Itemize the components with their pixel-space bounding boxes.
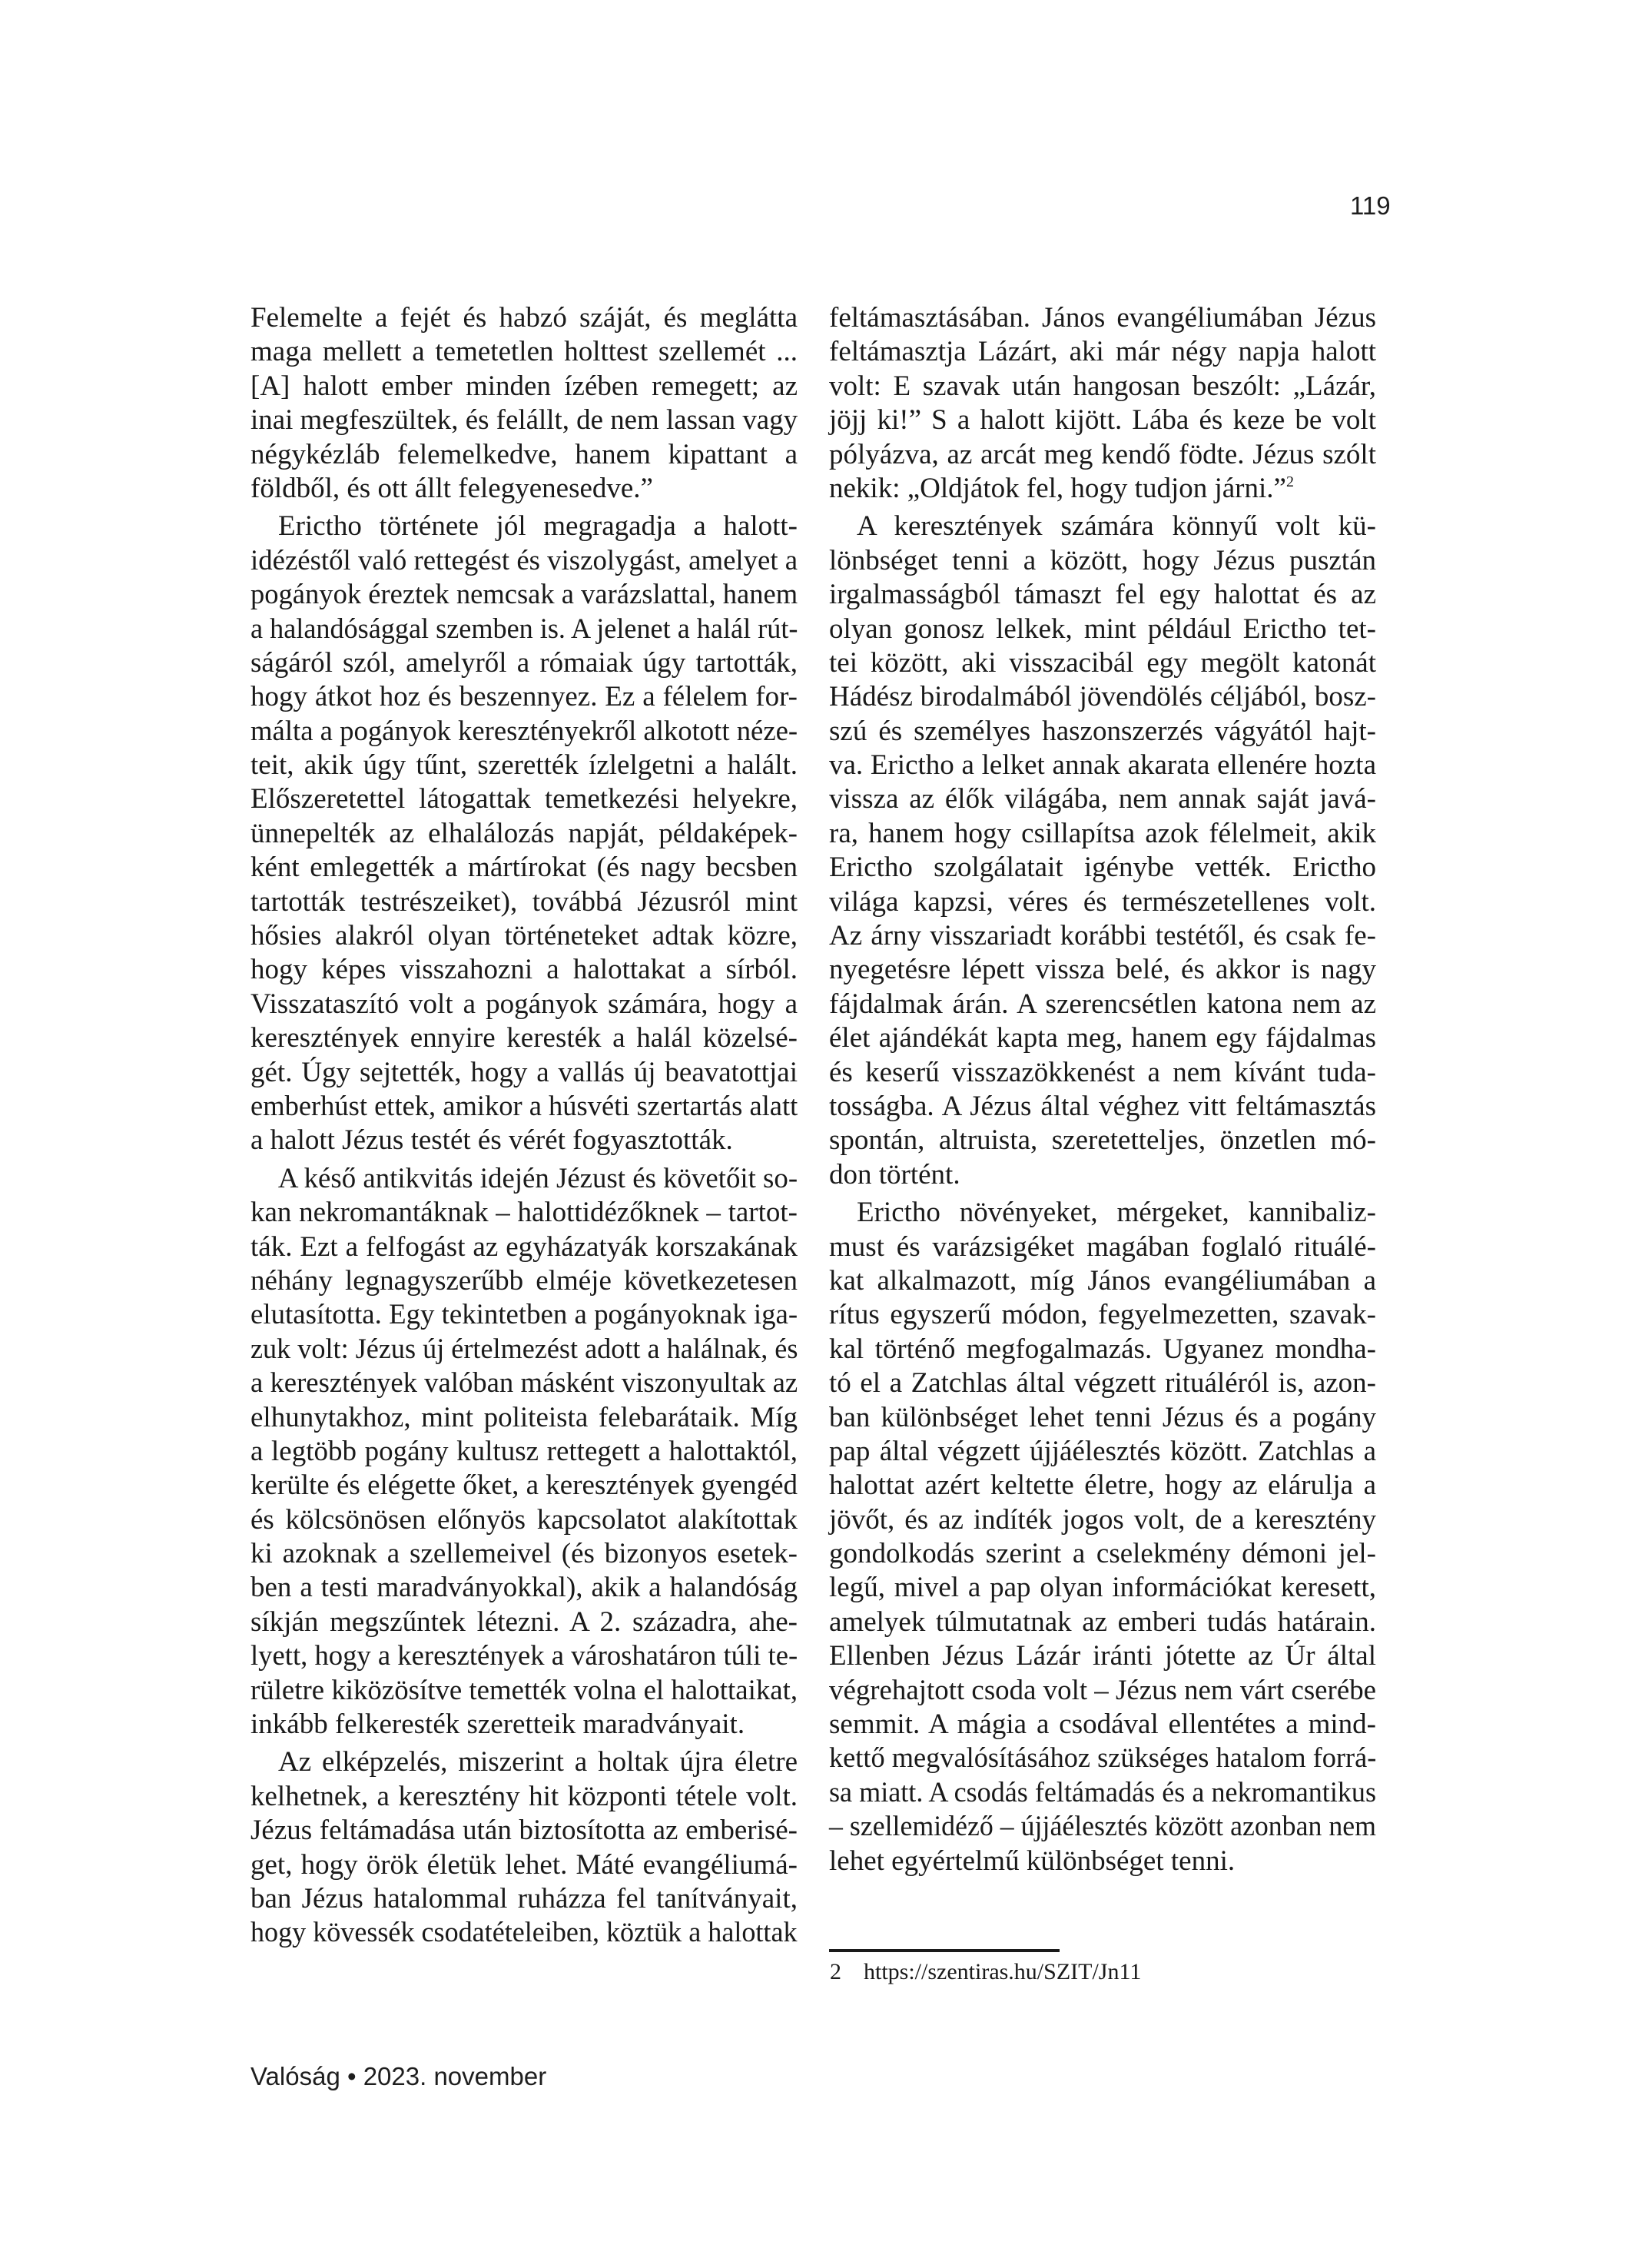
line-text: – szellemidéző – újjáélesztés között azonban nem bbox=[829, 1811, 1376, 1843]
line-text: a keresztények valóban másként viszonyultak az bbox=[250, 1367, 798, 1400]
paragraph bbox=[250, 1162, 798, 1742]
line-text: feltámasztja Lázárt, aki már négy napja halott bbox=[829, 336, 1376, 368]
line-text: Felemelte a fejét és habzó száját, és meglátta bbox=[250, 302, 798, 334]
text-line bbox=[250, 715, 798, 749]
text-line bbox=[250, 1021, 798, 1055]
text-line bbox=[829, 1742, 1376, 1775]
text-line bbox=[829, 715, 1376, 749]
text-line bbox=[250, 613, 798, 646]
line-text: ra, hanem hogy csillapítsa azok félelmeit, akik bbox=[829, 817, 1376, 849]
line-text: va. Erictho a lelket annak akarata ellenére hozta bbox=[829, 749, 1376, 782]
line-text: kal történő megfogalmazás. Ugyanez mondha- bbox=[829, 1333, 1376, 1365]
line-text: lyett, hogy a keresztények a városhatáron túli te- bbox=[250, 1640, 798, 1672]
text-line bbox=[829, 301, 1376, 335]
footnote-divider bbox=[829, 1949, 1060, 1952]
line-text: tó el a Zatchlas által végzett rituáléról is, azon- bbox=[829, 1367, 1376, 1400]
line-text: hogy képes visszahozni a halottakat a sírból. bbox=[250, 954, 798, 986]
footnote-link[interactable]: https://szentiras.hu/SZIT/Jn11 bbox=[864, 1959, 1142, 1984]
text-line bbox=[250, 1298, 798, 1332]
text-line bbox=[250, 1401, 798, 1435]
line-text: Előszeretettel látogattak temetkezési helyekre, bbox=[250, 783, 798, 815]
line-text: ban különbséget lehet tenni Jézus és a pogány bbox=[829, 1401, 1376, 1433]
footnote bbox=[830, 1959, 1141, 1985]
text-line bbox=[829, 1196, 1376, 1230]
paragraph bbox=[250, 510, 798, 1157]
line-text: málta a pogányok keresztényekről alkotott néze- bbox=[250, 715, 798, 747]
line-text: kat alkalmazott, míg János evangéliumában a bbox=[829, 1264, 1376, 1297]
text-line bbox=[829, 1674, 1376, 1708]
line-text: rítus egyszerű módon, fegyelmezetten, szavak- bbox=[829, 1299, 1376, 1331]
line-text: tosságba. A Jézus által véghez vitt feltámasztás bbox=[829, 1090, 1376, 1122]
line-text: ták. Ezt a felfogást az egyházatyák korszakának bbox=[250, 1230, 798, 1263]
line-text: pólyázva, az arcát meg kendő födte. Jézus szólt bbox=[829, 438, 1376, 470]
line-text: földből, és ott állt felegyenesedve.” bbox=[250, 472, 653, 504]
text-line bbox=[829, 1090, 1376, 1124]
text-line bbox=[250, 782, 798, 816]
paragraph bbox=[829, 1196, 1376, 1878]
text-line bbox=[250, 1916, 798, 1950]
line-text: emberhúst ettek, amikor a húsvéti szertartás alatt bbox=[250, 1090, 798, 1122]
line-text: jövőt, és az indíték jogos volt, de a keresztény bbox=[829, 1503, 1376, 1536]
text-line bbox=[250, 301, 798, 335]
text-line bbox=[829, 1503, 1376, 1537]
text-line bbox=[829, 1230, 1376, 1264]
text-line bbox=[829, 919, 1376, 953]
footnote-reference[interactable]: 2 bbox=[1285, 473, 1294, 490]
text-line bbox=[250, 1124, 798, 1157]
line-text: halottat azért keltette életre, hogy az elárulja a bbox=[829, 1469, 1376, 1502]
paragraph bbox=[829, 510, 1376, 1192]
text-line bbox=[829, 749, 1376, 782]
text-line bbox=[829, 1158, 1376, 1192]
text-line bbox=[829, 1056, 1376, 1090]
line-text: nekik: „Oldjátok fel, hogy tudjon járni.” bbox=[829, 472, 1286, 504]
line-text: ki azoknak a szellemeivel (és bizonyos esetek- bbox=[250, 1538, 798, 1570]
text-line bbox=[829, 646, 1376, 680]
text-line bbox=[250, 953, 798, 987]
line-text: a halott Jézus testét és vérét fogyasztották. bbox=[250, 1124, 733, 1157]
paragraph bbox=[250, 301, 798, 506]
page-number: 119 bbox=[1350, 191, 1391, 220]
text-line bbox=[250, 1708, 798, 1742]
line-text: amelyek túlmutatnak az emberi tudás határain. bbox=[829, 1606, 1376, 1638]
text-line bbox=[250, 1333, 798, 1366]
text-line bbox=[250, 1814, 798, 1848]
text-line bbox=[250, 1780, 798, 1814]
line-text: Ellenben Jézus Lázár iránti jótette az Úr által bbox=[829, 1640, 1376, 1672]
text-line bbox=[829, 335, 1376, 369]
line-text: világa kapzsi, véres és természetellenes volt. bbox=[829, 885, 1376, 918]
line-text: semmit. A mágia a csodával ellentétes a mind- bbox=[829, 1708, 1376, 1741]
text-line bbox=[250, 988, 798, 1021]
text-line bbox=[250, 1674, 798, 1708]
text-line bbox=[250, 1503, 798, 1537]
text-line bbox=[829, 1810, 1376, 1844]
text-line bbox=[250, 1196, 798, 1230]
line-text: lönbséget tenni a között, hogy Jézus pusztán bbox=[829, 544, 1376, 576]
text-line bbox=[829, 953, 1376, 987]
line-text: hogy kövessék csodatételeiben, köztük a halottak bbox=[250, 1917, 798, 1949]
text-line bbox=[829, 578, 1376, 612]
text-line bbox=[829, 1606, 1376, 1639]
text-line bbox=[829, 1366, 1376, 1400]
text-line bbox=[250, 1882, 798, 1916]
text-line bbox=[250, 646, 798, 680]
line-text: fájdalmak árán. A szerencsétlen katona nem az bbox=[829, 988, 1376, 1020]
line-text: elhunytakhoz, mint politeista felebarátaik. Míg bbox=[250, 1401, 798, 1433]
text-line bbox=[250, 680, 798, 714]
text-line bbox=[829, 1776, 1376, 1810]
text-line bbox=[829, 782, 1376, 816]
text-line bbox=[250, 544, 798, 578]
line-text: A késő antikvitás idején Jézust és követőit so- bbox=[277, 1162, 798, 1194]
text-line bbox=[250, 749, 798, 782]
line-text: keresztények ennyire keresték a halál közelsé- bbox=[250, 1022, 798, 1054]
line-text: négykézláb felemelkedve, hanem kipattant a bbox=[250, 438, 798, 470]
text-line bbox=[829, 1124, 1376, 1157]
line-text: Visszataszító volt a pogányok számára, hogy a bbox=[250, 988, 798, 1020]
right-column bbox=[829, 301, 1376, 1882]
line-text: nyegetésre lépett vissza belé, és akkor is nagy bbox=[829, 954, 1376, 986]
text-line bbox=[829, 370, 1376, 403]
line-text: ben a testi maradványokkal), akik a halandóság bbox=[250, 1572, 798, 1604]
line-text: sa miatt. A csodás feltámadás és a nekromantikus bbox=[829, 1776, 1376, 1808]
line-text: a legtöbb pogány kultusz rettegett a halottaktól, bbox=[250, 1435, 798, 1467]
text-line bbox=[250, 438, 798, 472]
line-text: [A] halott ember minden ízében remegett; az bbox=[250, 370, 798, 402]
line-text: hősies alakról olyan történeteket adtak közre, bbox=[250, 920, 798, 952]
line-text: szú és személyes haszonszerzés vágyától hajt- bbox=[829, 715, 1376, 747]
text-line bbox=[250, 1571, 798, 1605]
left-column bbox=[250, 301, 798, 1954]
line-text: gondolkodás szerint a cselekmény démoni jel- bbox=[829, 1538, 1376, 1570]
text-line bbox=[250, 403, 798, 437]
line-text: Jézus feltámadása után biztosította az emberisé- bbox=[250, 1815, 798, 1847]
paragraph bbox=[829, 301, 1376, 506]
text-line bbox=[250, 1162, 825, 1196]
text-line bbox=[250, 1606, 798, 1639]
line-text: olyan gonosz lelkek, mint például Erictho tet- bbox=[829, 613, 1376, 645]
line-text: néhány legnagyszerűbb elméje következetesen bbox=[250, 1264, 798, 1297]
line-text: zuk volt: Jézus új értelmezést adott a halálnak, és bbox=[250, 1333, 798, 1365]
text-line bbox=[829, 817, 1376, 851]
line-text: tartották testrészeiket), továbbá Jézusról mint bbox=[250, 885, 798, 918]
text-line bbox=[250, 919, 798, 953]
line-text: get, hogy örök életük lehet. Máté evangéliumá- bbox=[250, 1848, 798, 1881]
text-line bbox=[829, 1537, 1376, 1571]
text-line bbox=[250, 1745, 798, 1779]
text-line bbox=[829, 613, 1376, 646]
text-line bbox=[829, 1708, 1376, 1742]
text-line bbox=[829, 1469, 1376, 1503]
text-line bbox=[250, 335, 798, 369]
line-text: kerülte és elégette őket, a keresztények gyengéd bbox=[250, 1469, 798, 1502]
line-text: tei között, aki visszacibál egy megölt katonát bbox=[829, 646, 1376, 679]
text-line bbox=[250, 1366, 798, 1400]
line-text: maga mellett a temetetlen holttest szellemét ... bbox=[250, 336, 798, 368]
paragraph bbox=[250, 1745, 798, 1950]
text-line bbox=[829, 1435, 1376, 1469]
line-text: spontán, altruista, szeretetteljes, önzetlen mó- bbox=[829, 1124, 1376, 1157]
text-line bbox=[829, 510, 1376, 543]
text-line bbox=[250, 1435, 798, 1469]
line-text: lehet egyértelmű különbséget tenni. bbox=[829, 1845, 1236, 1877]
line-text: inkább felkeresték szeretteik maradványait. bbox=[250, 1708, 745, 1741]
line-text: feltámasztásában. János evangéliumában Jézus bbox=[829, 302, 1376, 334]
text-line bbox=[829, 544, 1376, 578]
text-line bbox=[250, 1537, 798, 1571]
line-text: rületre kiközösítve temették volna el halottaikat, bbox=[250, 1674, 798, 1706]
line-text: A keresztények számára könnyű volt kü- bbox=[857, 510, 1376, 543]
line-text: hogy átkot hoz és beszennyez. Ez a félelem for- bbox=[250, 681, 798, 713]
text-line bbox=[829, 1333, 1376, 1366]
text-line bbox=[829, 680, 1376, 714]
line-text: ban Jézus hatalommal ruházza fel tanítványait, bbox=[250, 1882, 798, 1914]
line-text: síkján megszűntek létezni. A 2. századra, ahe- bbox=[250, 1606, 798, 1638]
text-line bbox=[250, 1056, 798, 1090]
line-text: ként emlegették a mártírokat (és nagy becsben bbox=[250, 852, 798, 884]
line-text: pap által végzett újjáélesztés között. Zatchlas a bbox=[829, 1435, 1376, 1467]
line-text: elutasította. Egy tekintetben a pogányoknak iga- bbox=[250, 1299, 798, 1331]
line-text: inai megfeszültek, és felállt, de nem lassan vagy bbox=[250, 404, 798, 437]
text-line bbox=[250, 1639, 798, 1673]
line-text: gét. Úgy sejtették, hogy a vallás új beavatottjai bbox=[250, 1056, 798, 1088]
line-text: ünnepelték az elhalálozás napját, példaképek- bbox=[250, 817, 798, 849]
text-line bbox=[829, 1639, 1376, 1673]
text-line bbox=[250, 1090, 798, 1124]
text-line bbox=[250, 1469, 798, 1503]
footnote-number: 2 bbox=[830, 1959, 841, 1984]
text-line bbox=[829, 988, 1376, 1021]
line-text: teit, akik úgy tűnt, szerették ízlelgetni a halált. bbox=[250, 749, 798, 782]
text-line bbox=[250, 1848, 798, 1882]
line-text: kettő megvalósításához szükséges hatalom forrá- bbox=[829, 1742, 1377, 1775]
line-text: végrehajtott csoda volt – Jézus nem várt cserébe bbox=[829, 1674, 1377, 1706]
text-line bbox=[250, 370, 798, 403]
text-line bbox=[250, 578, 798, 612]
line-text: Erictho szolgálatait igénybe vették. Erictho bbox=[829, 852, 1376, 884]
text-line bbox=[250, 1230, 798, 1264]
text-line bbox=[829, 403, 1376, 437]
text-line bbox=[829, 851, 1376, 885]
line-text: Erictho növényeket, mérgeket, kannibaliz- bbox=[857, 1197, 1376, 1229]
text-line bbox=[250, 885, 798, 919]
line-text: irgalmasságból támaszt fel egy halottat és az bbox=[829, 579, 1376, 611]
line-text: Hádész birodalmából jövendölés céljából, bosz- bbox=[829, 681, 1376, 713]
line-text: pogányok éreztek nemcsak a varázslattal, hanem bbox=[250, 579, 798, 611]
text-line bbox=[829, 438, 1376, 472]
text-line bbox=[829, 1845, 1376, 1878]
text-line bbox=[250, 510, 798, 543]
line-text: a halandósággal szemben is. A jelenet a halál rút- bbox=[250, 613, 798, 645]
line-text: must és varázsigéket magában foglaló rituálé- bbox=[829, 1230, 1376, 1263]
page-footer: Valóság • 2023. november bbox=[250, 2062, 547, 2090]
line-text: idézéstől való rettegést és viszolygást, amelyet a bbox=[250, 544, 798, 576]
text-line bbox=[829, 472, 1376, 506]
text-line bbox=[829, 1401, 1376, 1435]
line-text: legű, mivel a pap olyan információkat keresett, bbox=[829, 1572, 1376, 1604]
line-text: kelhetnek, a keresztény hit központi tétele volt. bbox=[250, 1780, 798, 1812]
text-line bbox=[829, 1021, 1376, 1055]
line-text: Erictho története jól megragadja a halott- bbox=[278, 510, 798, 543]
line-text: Az elképzelés, miszerint a holtak újra életre bbox=[278, 1746, 798, 1778]
text-line bbox=[250, 1264, 798, 1298]
line-text: Az árny visszariadt korábbi testétől, és csak fe- bbox=[829, 920, 1376, 952]
text-line bbox=[250, 472, 798, 506]
line-text: don történt. bbox=[829, 1158, 960, 1190]
text-line bbox=[829, 885, 1376, 919]
text-line bbox=[829, 1298, 1376, 1332]
line-text: volt: E szavak után hangosan beszólt: „Lázár, bbox=[829, 370, 1376, 402]
text-line bbox=[250, 851, 798, 885]
text-line bbox=[829, 1264, 1376, 1298]
line-text: és kölcsönösen előnyös kapcsolatot alakítottak bbox=[250, 1503, 798, 1536]
text-line bbox=[250, 817, 798, 851]
line-text: jöjj ki!” S a halott kijött. Lába és keze be volt bbox=[829, 404, 1376, 437]
line-text: kan nekromantáknak – halottidézőknek – tartot- bbox=[250, 1197, 798, 1229]
line-text: ságáról szól, amelyről a rómaiak úgy tartották, bbox=[250, 646, 798, 679]
line-text: és keserű visszazökkenést a nem kívánt tuda- bbox=[829, 1056, 1376, 1088]
line-text: élet ajándékát kapta meg, hanem egy fájdalmas bbox=[829, 1022, 1376, 1054]
text-line bbox=[829, 1571, 1376, 1605]
line-text: vissza az élők világába, nem annak saját javá- bbox=[829, 783, 1376, 815]
